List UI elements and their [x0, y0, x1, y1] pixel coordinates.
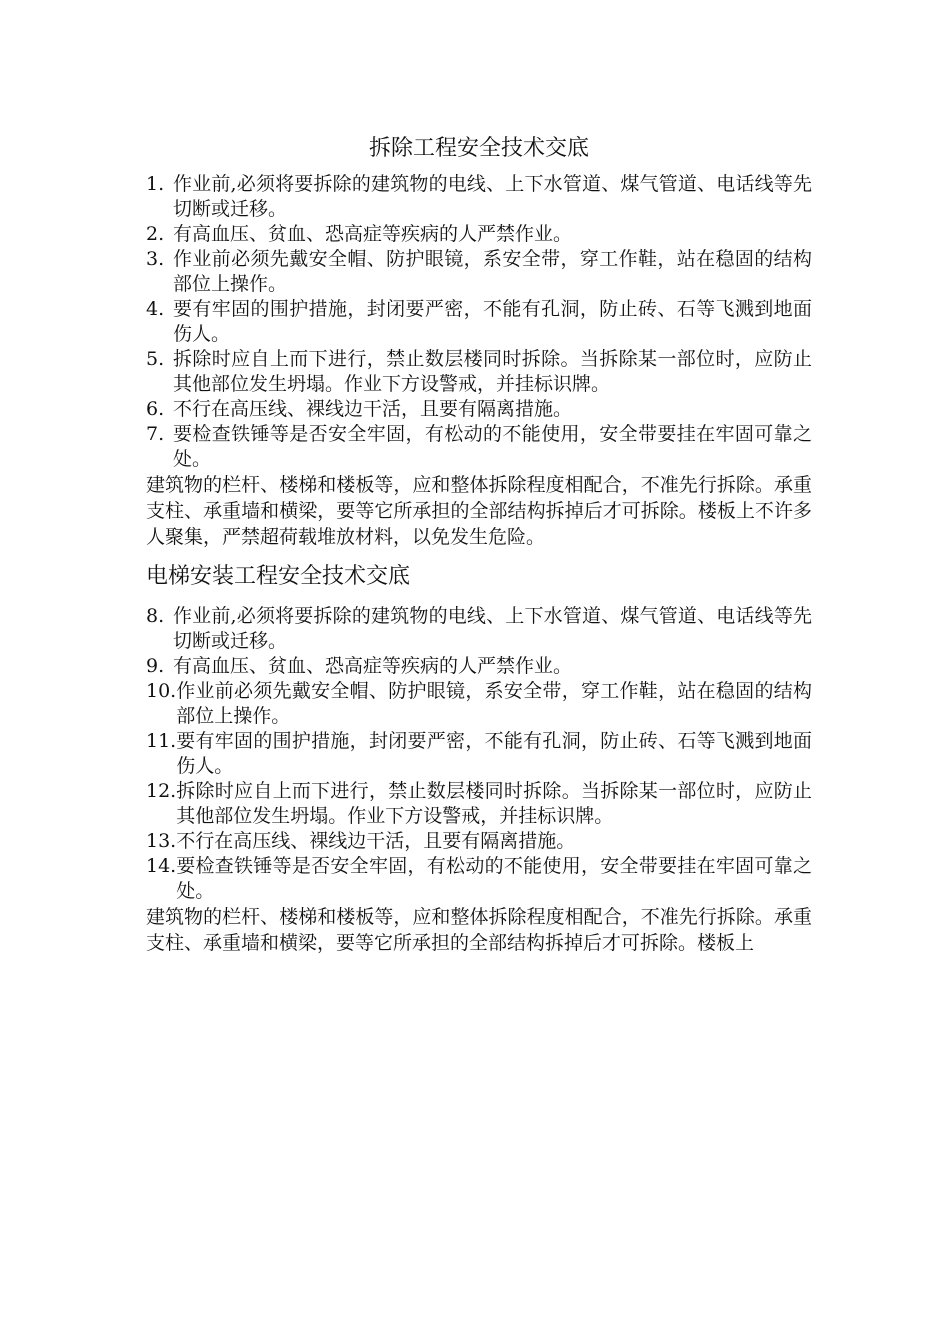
- list-item-text: 拆除时应自上而下进行，禁止数层楼同时拆除。当拆除某一部位时，应防止其他部位发生坍塌。作业下方设警戒，并挂标识牌。: [176, 780, 812, 827]
- list-item-text: 有高血压、贫血、恐高症等疾病的人严禁作业。: [173, 223, 573, 245]
- list-item-text: 要检查铁锤等是否安全牢固，有松动的不能使用，安全带要挂在牢固可靠之处。: [176, 855, 812, 902]
- list-item-number: 13.: [146, 830, 177, 852]
- list-item-number: 8.: [146, 605, 165, 627]
- list-item-number: 7.: [146, 423, 165, 445]
- list-item: [146, 779, 812, 829]
- list-item-number: 9.: [146, 655, 165, 677]
- list-item: [146, 247, 812, 297]
- list-item: [146, 422, 812, 472]
- section-2-paragraph: 建筑物的栏杆、楼梯和楼板等，应和整体拆除程度相配合，不准先行拆除。承重支柱、承重墙和横梁，要等它所承担的全部结构拆掉后才可拆除。楼板上: [146, 906, 812, 954]
- list-item-text: 有高血压、贫血、恐高症等疾病的人严禁作业。: [173, 655, 573, 677]
- list-item-text: 作业前必须先戴安全帽、防护眼镜，系安全带，穿工作鞋，站在稳固的结构部位上操作。: [176, 680, 812, 727]
- section-1-title: 拆除工程安全技术交底: [368, 136, 589, 161]
- section-1-paragraph: 建筑物的栏杆、楼梯和楼板等，应和整体拆除程度相配合，不准先行拆除。承重支柱、承重墙和横梁，要等它所承担的全部结构拆掉后才可拆除。楼板上不许多人聚集，严禁超荷载堆放材料，以免发生危险。: [146, 474, 812, 548]
- list-item-number: 4.: [146, 298, 165, 320]
- list-item-text: 要有牢固的围护措施，封闭要严密，不能有孔洞，防止砖、石等飞溅到地面伤人。: [173, 298, 812, 345]
- list-item-text: 不行在高压线、裸线边干活，且要有隔离措施。: [176, 830, 576, 852]
- list-item: [146, 679, 812, 729]
- list-item-text: 拆除时应自上而下进行，禁止数层楼同时拆除。当拆除某一部位时，应防止其他部位发生坍塌。作业下方设警戒，并挂标识牌。: [173, 348, 812, 395]
- document-page: [146, 128, 812, 956]
- list-item-text: 作业前,必须将要拆除的建筑物的电线、上下水管道、煤气管道、电话线等先切断或迁移。: [173, 605, 812, 652]
- list-item: [146, 829, 812, 854]
- list-item-number: 11.: [146, 730, 177, 752]
- list-item: [146, 654, 812, 679]
- list-item-text: 不行在高压线、裸线边干活，且要有隔离措施。: [173, 398, 573, 420]
- list-item-number: 5.: [146, 348, 165, 370]
- list-item: [146, 397, 812, 422]
- list-item-text: 作业前必须先戴安全帽、防护眼镜，系安全带，穿工作鞋，站在稳固的结构部位上操作。: [173, 248, 812, 295]
- list-item-text: 要检查铁锤等是否安全牢固，有松动的不能使用，安全带要挂在牢固可靠之处。: [173, 423, 812, 470]
- list-item-number: 3.: [146, 248, 165, 270]
- list-item: [146, 222, 812, 247]
- list-item: [146, 347, 812, 397]
- list-item-text: 要有牢固的围护措施，封闭要严密，不能有孔洞，防止砖、石等飞溅到地面伤人。: [176, 730, 812, 777]
- list-item-number: 14.: [146, 855, 177, 877]
- section-2-title: 电梯安装工程安全技术交底: [146, 564, 411, 589]
- list-item-number: 12.: [146, 780, 177, 802]
- list-item: [146, 729, 812, 779]
- list-item-number: 2.: [146, 223, 165, 245]
- list-item: [146, 297, 812, 347]
- section-1-list: [146, 172, 812, 472]
- list-item: [146, 854, 812, 904]
- list-item-number: 10.: [146, 680, 177, 702]
- list-item-number: 6.: [146, 398, 165, 420]
- list-item: [146, 604, 812, 654]
- section-2-list: [146, 604, 812, 904]
- list-item-text: 作业前,必须将要拆除的建筑物的电线、上下水管道、煤气管道、电话线等先切断或迁移。: [173, 173, 812, 220]
- list-item-number: 1.: [146, 173, 165, 195]
- list-item: [146, 172, 812, 222]
